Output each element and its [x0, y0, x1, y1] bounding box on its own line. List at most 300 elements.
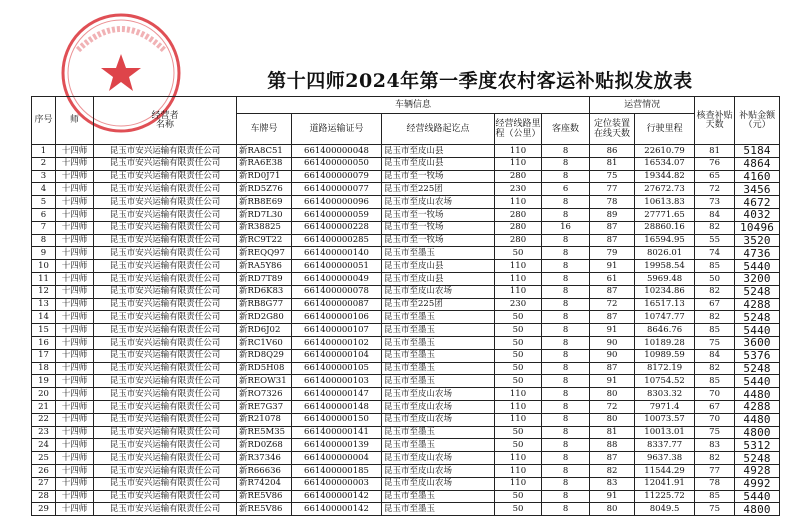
cell-seats: 8 — [542, 375, 590, 388]
cell-subsidy: 4032 — [735, 208, 780, 221]
cell-days: 91 — [590, 324, 635, 337]
cell-route: 昆玉市至皮山农场 — [382, 388, 495, 401]
cell-permit: 661400000059 — [292, 208, 382, 221]
cell-check-days: 81 — [695, 145, 735, 158]
cell-permit: 661400000139 — [292, 439, 382, 452]
cell-division: 十四师 — [56, 413, 94, 426]
cell-seats: 8 — [542, 464, 590, 477]
table-row — [32, 413, 780, 426]
cell-operator: 昆玉市安兴运输有限责任公司 — [94, 464, 237, 477]
cell-seats: 8 — [542, 490, 590, 503]
cell-plate: 新RC9T22 — [237, 234, 292, 247]
cell-days: 91 — [590, 260, 635, 273]
cell-days: 75 — [590, 170, 635, 183]
cell-subsidy: 10496 — [735, 221, 780, 234]
cell-days: 91 — [590, 490, 635, 503]
cell-check-days: 84 — [695, 208, 735, 221]
cell-days: 87 — [590, 221, 635, 234]
table-row — [32, 349, 780, 362]
cell-mileage: 8026.01 — [635, 247, 695, 260]
cell-seq: 14 — [32, 311, 56, 324]
cell-route-km: 280 — [495, 221, 542, 234]
cell-operator: 昆玉市安兴运输有限责任公司 — [94, 311, 237, 324]
cell-subsidy: 5376 — [735, 349, 780, 362]
cell-plate: 新RD0J71 — [237, 170, 292, 183]
cell-operator: 昆玉市安兴运输有限责任公司 — [94, 157, 237, 170]
table-row — [32, 464, 780, 477]
cell-check-days: 50 — [695, 272, 735, 285]
cell-division: 十四师 — [56, 260, 94, 273]
table-row — [32, 208, 780, 221]
cell-permit: 661400000140 — [292, 247, 382, 260]
cell-route-km: 110 — [495, 477, 542, 490]
cell-subsidy: 4800 — [735, 426, 780, 439]
cell-seq: 28 — [32, 490, 56, 503]
cell-check-days: 82 — [695, 311, 735, 324]
cell-mileage: 11544.29 — [635, 464, 695, 477]
cell-subsidy: 3520 — [735, 234, 780, 247]
cell-mileage: 8303.32 — [635, 388, 695, 401]
cell-route: 昆玉市至墨玉 — [382, 426, 495, 439]
col-division: 师 — [56, 97, 94, 145]
cell-permit: 661400000105 — [292, 362, 382, 375]
cell-operator: 昆玉市安兴运输有限责任公司 — [94, 426, 237, 439]
cell-mileage: 28860.16 — [635, 221, 695, 234]
cell-seats: 8 — [542, 349, 590, 362]
cell-mileage: 16534.07 — [635, 157, 695, 170]
cell-route-km: 110 — [495, 413, 542, 426]
cell-permit: 661400000079 — [292, 170, 382, 183]
cell-route-km: 50 — [495, 247, 542, 260]
cell-division: 十四师 — [56, 234, 94, 247]
col-route: 经营线路起讫点 — [382, 114, 495, 145]
cell-seq: 5 — [32, 196, 56, 209]
cell-route-km: 50 — [495, 490, 542, 503]
cell-days: 80 — [590, 413, 635, 426]
cell-seats: 8 — [542, 388, 590, 401]
cell-route-km: 110 — [495, 388, 542, 401]
cell-check-days: 74 — [695, 247, 735, 260]
table-row — [32, 375, 780, 388]
cell-route: 昆玉市至皮山县 — [382, 145, 495, 158]
cell-route-km: 110 — [495, 157, 542, 170]
cell-seats: 8 — [542, 272, 590, 285]
cell-mileage: 27771.65 — [635, 208, 695, 221]
cell-division: 十四师 — [56, 247, 94, 260]
table-row — [32, 311, 780, 324]
cell-route-km: 50 — [495, 426, 542, 439]
cell-subsidy: 5248 — [735, 285, 780, 298]
cell-days: 77 — [590, 183, 635, 196]
cell-route-km: 110 — [495, 272, 542, 285]
cell-check-days: 67 — [695, 298, 735, 311]
table-row — [32, 221, 780, 234]
cell-operator: 昆玉市安兴运输有限责任公司 — [94, 477, 237, 490]
cell-permit: 661400000106 — [292, 311, 382, 324]
cell-seq: 3 — [32, 170, 56, 183]
cell-mileage: 22610.79 — [635, 145, 695, 158]
cell-operator: 昆玉市安兴运输有限责任公司 — [94, 260, 237, 273]
cell-division: 十四师 — [56, 439, 94, 452]
cell-route: 昆玉市至墨玉 — [382, 247, 495, 260]
page-title: 第十四师2024年第一季度农村客运补贴拟发放表 — [267, 70, 693, 92]
cell-plate: 新RE7G37 — [237, 400, 292, 413]
cell-days: 87 — [590, 311, 635, 324]
cell-days: 79 — [590, 247, 635, 260]
cell-operator: 昆玉市安兴运输有限责任公司 — [94, 196, 237, 209]
cell-seq: 17 — [32, 349, 56, 362]
cell-mileage: 10754.52 — [635, 375, 695, 388]
cell-permit: 661400000142 — [292, 503, 382, 516]
cell-route-km: 110 — [495, 452, 542, 465]
cell-division: 十四师 — [56, 298, 94, 311]
cell-days: 80 — [590, 503, 635, 516]
cell-mileage: 8337.77 — [635, 439, 695, 452]
cell-division: 十四师 — [56, 221, 94, 234]
cell-route-km: 230 — [495, 183, 542, 196]
cell-plate: 新RD2G80 — [237, 311, 292, 324]
table-row — [32, 439, 780, 452]
cell-check-days: 55 — [695, 234, 735, 247]
cell-plate: 新RD7T89 — [237, 272, 292, 285]
cell-plate: 新REOW31 — [237, 375, 292, 388]
cell-permit: 661400000049 — [292, 272, 382, 285]
cell-division: 十四师 — [56, 272, 94, 285]
cell-plate: 新RB8E69 — [237, 196, 292, 209]
cell-days: 81 — [590, 426, 635, 439]
table-header-row — [32, 97, 780, 114]
cell-seq: 25 — [32, 452, 56, 465]
cell-operator: 昆玉市安兴运输有限责任公司 — [94, 247, 237, 260]
cell-division: 十四师 — [56, 183, 94, 196]
cell-route-km: 280 — [495, 208, 542, 221]
cell-operator: 昆玉市安兴运输有限责任公司 — [94, 234, 237, 247]
cell-subsidy: 3600 — [735, 336, 780, 349]
cell-mileage: 10189.28 — [635, 336, 695, 349]
cell-route: 昆玉市至皮山县 — [382, 272, 495, 285]
group-operation: 运营情况 — [590, 97, 695, 114]
subsidy-table — [31, 96, 780, 516]
cell-division: 十四师 — [56, 324, 94, 337]
cell-mileage: 27672.73 — [635, 183, 695, 196]
cell-route-km: 110 — [495, 145, 542, 158]
table-row — [32, 388, 780, 401]
cell-permit: 661400000077 — [292, 183, 382, 196]
table-row — [32, 234, 780, 247]
table-row — [32, 477, 780, 490]
cell-route: 昆玉市至225团 — [382, 298, 495, 311]
cell-operator: 昆玉市安兴运输有限责任公司 — [94, 362, 237, 375]
cell-seq: 12 — [32, 285, 56, 298]
col-mileage: 行驶里程 — [635, 114, 695, 145]
cell-days: 89 — [590, 208, 635, 221]
cell-permit: 661400000050 — [292, 157, 382, 170]
cell-operator: 昆玉市安兴运输有限责任公司 — [94, 183, 237, 196]
cell-check-days: 83 — [695, 439, 735, 452]
cell-division: 十四师 — [56, 170, 94, 183]
cell-check-days: 70 — [695, 413, 735, 426]
cell-route: 昆玉市至墨玉 — [382, 349, 495, 362]
cell-subsidy: 4288 — [735, 400, 780, 413]
cell-plate: 新RD7L30 — [237, 208, 292, 221]
cell-operator: 昆玉市安兴运输有限责任公司 — [94, 336, 237, 349]
cell-route: 昆玉市至墨玉 — [382, 490, 495, 503]
cell-route-km: 50 — [495, 349, 542, 362]
cell-seats: 8 — [542, 145, 590, 158]
table-row — [32, 503, 780, 516]
col-permit: 道路运输证号 — [292, 114, 382, 145]
cell-seq: 9 — [32, 247, 56, 260]
cell-seq: 16 — [32, 336, 56, 349]
cell-route-km: 280 — [495, 234, 542, 247]
cell-subsidy: 5184 — [735, 145, 780, 158]
cell-check-days: 76 — [695, 157, 735, 170]
cell-plate: 新RO7326 — [237, 388, 292, 401]
cell-check-days: 75 — [695, 503, 735, 516]
cell-check-days: 85 — [695, 324, 735, 337]
table-row — [32, 298, 780, 311]
cell-route-km: 110 — [495, 285, 542, 298]
cell-seats: 6 — [542, 183, 590, 196]
cell-seq: 6 — [32, 208, 56, 221]
cell-division: 十四师 — [56, 349, 94, 362]
cell-permit: 661400000003 — [292, 477, 382, 490]
cell-route-km: 50 — [495, 375, 542, 388]
cell-check-days: 72 — [695, 183, 735, 196]
cell-check-days: 85 — [695, 375, 735, 388]
cell-division: 十四师 — [56, 145, 94, 158]
cell-seats: 8 — [542, 311, 590, 324]
cell-check-days: 85 — [695, 490, 735, 503]
cell-permit: 661400000051 — [292, 260, 382, 273]
col-plate: 车牌号 — [237, 114, 292, 145]
cell-permit: 661400000104 — [292, 349, 382, 362]
cell-days: 80 — [590, 388, 635, 401]
cell-subsidy: 5440 — [735, 260, 780, 273]
cell-seq: 20 — [32, 388, 56, 401]
cell-plate: 新R21078 — [237, 413, 292, 426]
cell-subsidy: 5248 — [735, 452, 780, 465]
cell-subsidy: 4480 — [735, 413, 780, 426]
cell-permit: 661400000103 — [292, 375, 382, 388]
cell-division: 十四师 — [56, 375, 94, 388]
cell-seats: 8 — [542, 298, 590, 311]
cell-mileage: 10234.86 — [635, 285, 695, 298]
cell-days: 78 — [590, 196, 635, 209]
cell-operator: 昆玉市安兴运输有限责任公司 — [94, 452, 237, 465]
cell-permit: 661400000147 — [292, 388, 382, 401]
cell-permit: 661400000078 — [292, 285, 382, 298]
table-row — [32, 362, 780, 375]
cell-seats: 8 — [542, 439, 590, 452]
cell-subsidy: 4864 — [735, 157, 780, 170]
cell-mileage: 16594.95 — [635, 234, 695, 247]
table-row — [32, 247, 780, 260]
cell-plate: 新RE5V86 — [237, 503, 292, 516]
cell-seq: 4 — [32, 183, 56, 196]
cell-permit: 661400000096 — [292, 196, 382, 209]
cell-subsidy: 4288 — [735, 298, 780, 311]
cell-division: 十四师 — [56, 157, 94, 170]
cell-division: 十四师 — [56, 362, 94, 375]
cell-seq: 24 — [32, 439, 56, 452]
cell-subsidy: 4928 — [735, 464, 780, 477]
cell-division: 十四师 — [56, 285, 94, 298]
cell-division: 十四师 — [56, 490, 94, 503]
cell-route-km: 280 — [495, 170, 542, 183]
cell-seq: 2 — [32, 157, 56, 170]
cell-route: 昆玉市至225团 — [382, 183, 495, 196]
table-row — [32, 196, 780, 209]
cell-seq: 11 — [32, 272, 56, 285]
cell-check-days: 70 — [695, 388, 735, 401]
cell-route: 昆玉市至墨玉 — [382, 336, 495, 349]
cell-division: 十四师 — [56, 464, 94, 477]
cell-subsidy: 5440 — [735, 324, 780, 337]
table-row — [32, 452, 780, 465]
cell-seats: 8 — [542, 477, 590, 490]
cell-route: 昆玉市至墨玉 — [382, 324, 495, 337]
cell-seats: 8 — [542, 234, 590, 247]
cell-seats: 8 — [542, 362, 590, 375]
cell-mileage: 10747.77 — [635, 311, 695, 324]
cell-plate: 新RE5M35 — [237, 426, 292, 439]
cell-plate: 新RA8C51 — [237, 145, 292, 158]
cell-days: 82 — [590, 464, 635, 477]
cell-route-km: 230 — [495, 298, 542, 311]
cell-route: 昆玉市至皮山农场 — [382, 285, 495, 298]
cell-days: 91 — [590, 375, 635, 388]
cell-route: 昆玉市至一牧场 — [382, 221, 495, 234]
cell-plate: 新R66636 — [237, 464, 292, 477]
cell-seats: 8 — [542, 324, 590, 337]
cell-operator: 昆玉市安兴运输有限责任公司 — [94, 298, 237, 311]
cell-plate: 新R38825 — [237, 221, 292, 234]
cell-division: 十四师 — [56, 503, 94, 516]
cell-days: 81 — [590, 157, 635, 170]
cell-check-days: 75 — [695, 336, 735, 349]
cell-seq: 23 — [32, 426, 56, 439]
cell-operator: 昆玉市安兴运输有限责任公司 — [94, 324, 237, 337]
cell-plate: 新RA6E38 — [237, 157, 292, 170]
cell-route: 昆玉市至皮山农场 — [382, 452, 495, 465]
cell-seats: 8 — [542, 208, 590, 221]
table-body — [32, 145, 780, 516]
cell-seats: 8 — [542, 285, 590, 298]
cell-route: 昆玉市至皮山农场 — [382, 196, 495, 209]
cell-route-km: 110 — [495, 464, 542, 477]
cell-division: 十四师 — [56, 452, 94, 465]
cell-days: 88 — [590, 439, 635, 452]
cell-subsidy: 4800 — [735, 503, 780, 516]
cell-check-days: 82 — [695, 452, 735, 465]
cell-division: 十四师 — [56, 196, 94, 209]
cell-division: 十四师 — [56, 426, 94, 439]
cell-days: 72 — [590, 298, 635, 311]
cell-check-days: 84 — [695, 349, 735, 362]
cell-seats: 8 — [542, 196, 590, 209]
cell-seq: 1 — [32, 145, 56, 158]
cell-mileage: 10013.01 — [635, 426, 695, 439]
cell-operator: 昆玉市安兴运输有限责任公司 — [94, 388, 237, 401]
cell-plate: 新RD5H08 — [237, 362, 292, 375]
cell-operator: 昆玉市安兴运输有限责任公司 — [94, 503, 237, 516]
cell-subsidy: 3456 — [735, 183, 780, 196]
cell-route: 昆玉市至墨玉 — [382, 503, 495, 516]
cell-operator: 昆玉市安兴运输有限责任公司 — [94, 439, 237, 452]
cell-seats: 8 — [542, 157, 590, 170]
cell-mileage: 11225.72 — [635, 490, 695, 503]
cell-route: 昆玉市至一牧场 — [382, 234, 495, 247]
cell-route-km: 50 — [495, 503, 542, 516]
col-subsidy: 补贴金额（元） — [735, 97, 780, 145]
cell-division: 十四师 — [56, 336, 94, 349]
cell-plate: 新RD0Z68 — [237, 439, 292, 452]
cell-seq: 10 — [32, 260, 56, 273]
table-row — [32, 170, 780, 183]
cell-subsidy: 4160 — [735, 170, 780, 183]
cell-division: 十四师 — [56, 477, 94, 490]
cell-plate: 新RE5V86 — [237, 490, 292, 503]
cell-seq: 26 — [32, 464, 56, 477]
cell-check-days: 73 — [695, 196, 735, 209]
cell-subsidy: 4736 — [735, 247, 780, 260]
cell-plate: 新R37346 — [237, 452, 292, 465]
cell-plate: 新RB8G77 — [237, 298, 292, 311]
cell-permit: 661400000102 — [292, 336, 382, 349]
col-days: 定位装置在线天数 — [590, 114, 635, 145]
cell-check-days: 78 — [695, 477, 735, 490]
cell-route-km: 110 — [495, 260, 542, 273]
cell-permit: 661400000285 — [292, 234, 382, 247]
cell-subsidy: 4992 — [735, 477, 780, 490]
cell-mileage: 19958.54 — [635, 260, 695, 273]
cell-plate: 新RA5Y86 — [237, 260, 292, 273]
cell-operator: 昆玉市安兴运输有限责任公司 — [94, 375, 237, 388]
cell-subsidy: 4480 — [735, 388, 780, 401]
cell-operator: 昆玉市安兴运输有限责任公司 — [94, 285, 237, 298]
cell-subsidy: 5248 — [735, 311, 780, 324]
cell-operator: 昆玉市安兴运输有限责任公司 — [94, 400, 237, 413]
cell-seats: 16 — [542, 221, 590, 234]
cell-check-days: 65 — [695, 170, 735, 183]
cell-plate: 新RD8Q29 — [237, 349, 292, 362]
cell-operator: 昆玉市安兴运输有限责任公司 — [94, 170, 237, 183]
table-row — [32, 426, 780, 439]
cell-seq: 8 — [32, 234, 56, 247]
cell-mileage: 12041.91 — [635, 477, 695, 490]
cell-mileage: 9637.38 — [635, 452, 695, 465]
group-vehicle-info: 车辆信息 — [237, 97, 590, 114]
cell-route-km: 50 — [495, 336, 542, 349]
cell-days: 90 — [590, 336, 635, 349]
table-row — [32, 145, 780, 158]
cell-mileage: 7971.4 — [635, 400, 695, 413]
cell-plate: 新RD5Z76 — [237, 183, 292, 196]
cell-days: 86 — [590, 145, 635, 158]
cell-mileage: 10989.59 — [635, 349, 695, 362]
cell-route-km: 50 — [495, 439, 542, 452]
cell-seats: 8 — [542, 452, 590, 465]
cell-operator: 昆玉市安兴运输有限责任公司 — [94, 221, 237, 234]
seal-star-icon — [101, 54, 141, 91]
cell-route: 昆玉市至皮山农场 — [382, 477, 495, 490]
cell-permit: 661400000150 — [292, 413, 382, 426]
cell-route: 昆玉市至墨玉 — [382, 362, 495, 375]
cell-operator: 昆玉市安兴运输有限责任公司 — [94, 349, 237, 362]
cell-mileage: 19344.82 — [635, 170, 695, 183]
col-check-days: 核查补贴天数 — [695, 97, 735, 145]
